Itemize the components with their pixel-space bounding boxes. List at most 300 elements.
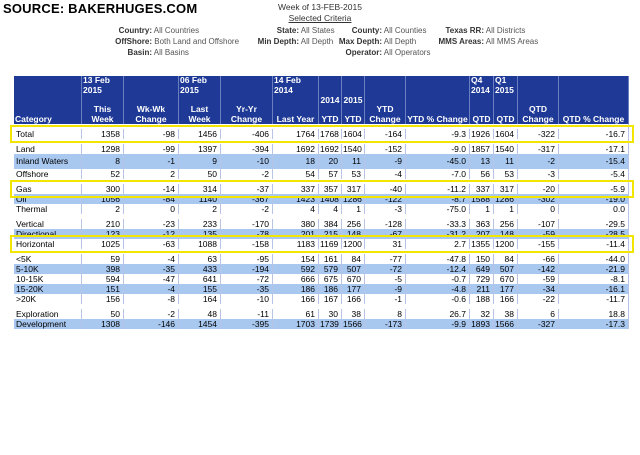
cell-ytd-change: -164 — [365, 129, 406, 139]
header-qtd-q4[interactable]: QTD — [470, 105, 494, 124]
cell-qtd-q1: 507 — [494, 264, 518, 274]
cell-this-week: 59 — [82, 254, 124, 264]
cell-qtd-change: -34 — [518, 284, 559, 294]
cell-qtd-change: -107 — [518, 219, 559, 229]
header-blank — [559, 76, 629, 95]
cell-ytd-change: -152 — [365, 144, 406, 154]
cell-qtd-q4: 211 — [470, 284, 494, 294]
cell-qtd-pct-change: -17.1 — [559, 144, 629, 154]
cell-yr-yr-change: -406 — [221, 129, 273, 139]
cell-qtd-q1: 148 — [494, 229, 518, 239]
cell-last-week: 50 — [179, 169, 221, 179]
cell-ytd-2014: 357 — [319, 184, 342, 194]
cell-this-week: 1298 — [82, 144, 124, 154]
cell-qtd-pct-change: -17.3 — [559, 319, 629, 329]
cell-ytd-2015: 84 — [342, 254, 365, 264]
cell-qtd-pct-change: 0.0 — [559, 204, 629, 214]
cell-last-year: 1423 — [273, 194, 319, 204]
cell-wk-wk-change: -98 — [124, 129, 179, 139]
cell-qtd-q4: 188 — [470, 294, 494, 304]
cell-qtd-change: -66 — [518, 254, 559, 264]
row-category: Inland Waters — [14, 154, 82, 169]
mindepth-label: Min Depth: — [257, 37, 299, 46]
row-category: Horizontal — [14, 239, 82, 249]
cell-wk-wk-change: -4 — [124, 284, 179, 294]
cell-qtd-q4: 729 — [470, 274, 494, 284]
cell-last-week: 63 — [179, 254, 221, 264]
cell-ytd-2015: 1566 — [342, 319, 365, 329]
header-blank — [221, 76, 273, 95]
row-category: Offshore — [14, 169, 82, 179]
header-blank — [365, 76, 406, 95]
cell-ytd-pct-change: -75.0 — [406, 204, 470, 214]
cell-ytd-2014: 675 — [319, 274, 342, 284]
table-row — [14, 264, 629, 274]
header-blank — [470, 95, 494, 105]
cell-qtd-pct-change: -15.4 — [559, 154, 629, 169]
cell-last-year: 4 — [273, 204, 319, 214]
row-category: Total — [14, 129, 82, 139]
row-category: 15-20K — [14, 284, 82, 294]
operator-value: All Operators — [383, 48, 431, 57]
cell-this-week: 300 — [82, 184, 124, 194]
cell-qtd-change: -2 — [518, 154, 559, 169]
cell-yr-yr-change: -95 — [221, 254, 273, 264]
cell-this-week: 1308 — [82, 319, 124, 329]
source-label: SOURCE: BAKERHUGES.COM — [3, 1, 198, 16]
cell-ytd-2015: 1200 — [342, 239, 365, 249]
cell-ytd-change: -77 — [365, 254, 406, 264]
cell-ytd-pct-change: -11.2 — [406, 184, 470, 194]
cell-qtd-change: -59 — [518, 274, 559, 284]
cell-this-week: 50 — [82, 309, 124, 319]
cell-ytd-change: -128 — [365, 219, 406, 229]
highlight-box-gas — [10, 180, 634, 198]
row-category: Thermal — [14, 204, 82, 214]
cell-qtd-q1: 1200 — [494, 239, 518, 249]
cell-ytd-2015: 11 — [342, 154, 365, 169]
maxdepth-value: All Depth — [383, 37, 417, 46]
cell-last-year: 666 — [273, 274, 319, 284]
cell-qtd-change: -3 — [518, 169, 559, 179]
cell-last-week: 1397 — [179, 144, 221, 154]
cell-ytd-change: -67 — [365, 229, 406, 239]
basin-value: All Basins — [153, 48, 189, 57]
highlight-box-total — [10, 125, 634, 143]
cell-this-week: 594 — [82, 274, 124, 284]
cell-yr-yr-change: -78 — [221, 229, 273, 239]
header-blank — [494, 95, 518, 105]
highlight-box-horizontal — [10, 235, 634, 253]
cell-qtd-change: -322 — [518, 129, 559, 139]
table-row — [14, 294, 629, 304]
header-this-week[interactable]: This Week — [82, 105, 124, 124]
cell-ytd-change: 8 — [365, 309, 406, 319]
cell-ytd-pct-change: -0.6 — [406, 294, 470, 304]
cell-ytd-change: -40 — [365, 184, 406, 194]
operator-label: Operator: — [345, 48, 382, 57]
cell-ytd-change: -122 — [365, 194, 406, 204]
cell-last-year: 61 — [273, 309, 319, 319]
row-category: 10-15K — [14, 274, 82, 284]
cell-yr-yr-change: -10 — [221, 154, 273, 169]
cell-last-week: 641 — [179, 274, 221, 284]
cell-yr-yr-change: -2 — [221, 169, 273, 179]
cell-ytd-2014: 186 — [319, 284, 342, 294]
cell-last-week: 155 — [179, 284, 221, 294]
cell-last-year: 1183 — [273, 239, 319, 249]
mms-label: MMS Areas: — [438, 37, 484, 46]
header-ytd-pct-change[interactable]: YTD % Change — [406, 105, 470, 124]
offshore-label: OffShore: — [115, 37, 152, 46]
cell-ytd-2014: 4 — [319, 204, 342, 214]
country-value: All Countries — [153, 26, 200, 35]
cell-qtd-q4: 56 — [470, 169, 494, 179]
cell-qtd-pct-change: 18.8 — [559, 309, 629, 319]
cell-qtd-pct-change: -5.4 — [559, 169, 629, 179]
cell-ytd-2014: 167 — [319, 294, 342, 304]
cell-ytd-change: -1 — [365, 294, 406, 304]
basin-label: Basin: — [127, 48, 152, 57]
cell-ytd-2015: 507 — [342, 264, 365, 274]
cell-yr-yr-change: -10 — [221, 294, 273, 304]
cell-qtd-q1: 1540 — [494, 144, 518, 154]
cell-ytd-pct-change: -9.9 — [406, 319, 470, 329]
cell-wk-wk-change: -63 — [124, 239, 179, 249]
cell-yr-yr-change: -37 — [221, 184, 273, 194]
cell-ytd-2015: 1 — [342, 204, 365, 214]
cell-qtd-q4: 1926 — [470, 129, 494, 139]
cell-ytd-change: -4 — [365, 169, 406, 179]
cell-ytd-pct-change: -12.4 — [406, 264, 470, 274]
cell-wk-wk-change: -12 — [124, 229, 179, 239]
cell-ytd-2015: 1604 — [342, 129, 365, 139]
cell-last-week: 2 — [179, 204, 221, 214]
cell-qtd-pct-change: -8.1 — [559, 274, 629, 284]
cell-last-week: 433 — [179, 264, 221, 274]
cell-qtd-q4: 1355 — [470, 239, 494, 249]
cell-last-year: 154 — [273, 254, 319, 264]
cell-ytd-pct-change: -31.2 — [406, 229, 470, 239]
cell-wk-wk-change: -47 — [124, 274, 179, 284]
cell-qtd-q4: 150 — [470, 254, 494, 264]
row-category: Vertical — [14, 219, 82, 229]
row-category: Land — [14, 144, 82, 154]
cell-last-week: 9 — [179, 154, 221, 169]
row-category: Gas — [14, 184, 82, 194]
cell-qtd-change: 0 — [518, 204, 559, 214]
cell-ytd-pct-change: -9.0 — [406, 144, 470, 154]
cell-last-week: 233 — [179, 219, 221, 229]
maxdepth-label: Max Depth: — [338, 37, 382, 46]
cell-ytd-2014: 20 — [319, 154, 342, 169]
header-blank — [559, 95, 629, 105]
header-qtd-q1[interactable]: QTD — [494, 105, 518, 124]
cell-yr-yr-change: -394 — [221, 144, 273, 154]
row-category: 5-10K — [14, 264, 82, 274]
cell-qtd-q1: 166 — [494, 294, 518, 304]
cell-ytd-2015: 670 — [342, 274, 365, 284]
cell-last-week: 164 — [179, 294, 221, 304]
cell-ytd-2015: 317 — [342, 184, 365, 194]
cell-last-year: 1703 — [273, 319, 319, 329]
cell-wk-wk-change: -35 — [124, 264, 179, 274]
cell-qtd-q4: 1 — [470, 204, 494, 214]
cell-ytd-change: -3 — [365, 204, 406, 214]
cell-wk-wk-change: -8 — [124, 294, 179, 304]
cell-qtd-q4: 1893 — [470, 319, 494, 329]
table-row — [14, 284, 629, 294]
cell-qtd-change: -142 — [518, 264, 559, 274]
cell-last-year: 54 — [273, 169, 319, 179]
cell-wk-wk-change: 2 — [124, 169, 179, 179]
cell-yr-yr-change: -72 — [221, 274, 273, 284]
cell-ytd-pct-change: -9.3 — [406, 129, 470, 139]
cell-this-week: 210 — [82, 219, 124, 229]
row-category: Development — [14, 319, 82, 329]
cell-qtd-pct-change: -16.1 — [559, 284, 629, 294]
cell-wk-wk-change: -4 — [124, 254, 179, 264]
cell-qtd-q4: 363 — [470, 219, 494, 229]
cell-ytd-pct-change: -45.0 — [406, 154, 470, 169]
cell-qtd-pct-change: -21.9 — [559, 264, 629, 274]
cell-last-year: 592 — [273, 264, 319, 274]
cell-qtd-change: -20 — [518, 184, 559, 194]
cell-ytd-2014: 1768 — [319, 129, 342, 139]
cell-ytd-2014: 1169 — [319, 239, 342, 249]
table-row — [14, 204, 629, 214]
cell-last-week: 1454 — [179, 319, 221, 329]
cell-qtd-change: -317 — [518, 144, 559, 154]
county-label: County: — [351, 26, 382, 35]
cell-qtd-pct-change: -28.5 — [559, 229, 629, 239]
cell-last-week: 1088 — [179, 239, 221, 249]
header-ytd-2015-col[interactable]: YTD — [342, 105, 365, 124]
cell-yr-yr-change: -170 — [221, 219, 273, 229]
header-q4: Q4 2014 — [470, 76, 494, 95]
table-row — [14, 274, 629, 284]
cell-ytd-2014: 30 — [319, 309, 342, 319]
cell-ytd-pct-change: -47.8 — [406, 254, 470, 264]
table-row — [14, 169, 629, 179]
cell-this-week: 1056 — [82, 194, 124, 204]
header-ytd-2014-col[interactable]: YTD — [319, 105, 342, 124]
cell-qtd-q4: 13 — [470, 154, 494, 169]
cell-this-week: 1025 — [82, 239, 124, 249]
state-value: All States — [300, 26, 335, 35]
cell-qtd-pct-change: -16.7 — [559, 129, 629, 139]
cell-ytd-change: -173 — [365, 319, 406, 329]
cell-qtd-q1: 1604 — [494, 129, 518, 139]
cell-qtd-pct-change: -44.0 — [559, 254, 629, 264]
cell-wk-wk-change: -23 — [124, 219, 179, 229]
cell-qtd-pct-change: -11.7 — [559, 294, 629, 304]
cell-ytd-pct-change: -33.3 — [406, 219, 470, 229]
cell-yr-yr-change: -194 — [221, 264, 273, 274]
table-row — [14, 144, 629, 154]
cell-this-week: 52 — [82, 169, 124, 179]
header-ytd-2015: 2015 — [342, 95, 365, 105]
row-category: Exploration — [14, 309, 82, 319]
table-row — [14, 309, 629, 319]
cell-ytd-pct-change: 26.7 — [406, 309, 470, 319]
header-yr-yr-change[interactable]: Yr-Yr Change — [221, 105, 273, 124]
cell-last-week: 48 — [179, 309, 221, 319]
cell-last-year: 337 — [273, 184, 319, 194]
state-label: State: — [276, 26, 299, 35]
header-blank — [406, 95, 470, 105]
cell-ytd-2015: 1540 — [342, 144, 365, 154]
cell-qtd-change: -59 — [518, 229, 559, 239]
cell-qtd-q1: 317 — [494, 184, 518, 194]
header-qtd-pct-change[interactable]: QTD % Change — [559, 105, 629, 124]
cell-ytd-2014: 579 — [319, 264, 342, 274]
cell-yr-yr-change: -35 — [221, 284, 273, 294]
cell-ytd-2014: 1408 — [319, 194, 342, 204]
header-last-year[interactable]: Last Year — [273, 105, 319, 124]
mindepth-value: All Depth — [300, 37, 334, 46]
header-blank — [319, 76, 342, 95]
cell-this-week: 2 — [82, 204, 124, 214]
cell-ytd-change: -9 — [365, 284, 406, 294]
cell-qtd-change: 6 — [518, 309, 559, 319]
cell-qtd-pct-change: -29.5 — [559, 219, 629, 229]
table-row — [14, 254, 629, 264]
cell-last-year: 201 — [273, 229, 319, 239]
cell-yr-yr-change: -11 — [221, 309, 273, 319]
cell-last-year: 166 — [273, 294, 319, 304]
cell-ytd-2014: 1692 — [319, 144, 342, 154]
row-category: Directional — [14, 229, 82, 239]
cell-last-year: 1692 — [273, 144, 319, 154]
cell-last-week: 314 — [179, 184, 221, 194]
rig-count-table — [14, 76, 629, 329]
cell-yr-yr-change: -395 — [221, 319, 273, 329]
cell-qtd-pct-change: -19.0 — [559, 194, 629, 204]
cell-qtd-q1: 38 — [494, 309, 518, 319]
cell-last-year: 18 — [273, 154, 319, 169]
header-blank — [406, 76, 470, 95]
cell-ytd-pct-change: -4.8 — [406, 284, 470, 294]
cell-wk-wk-change: -1 — [124, 154, 179, 169]
cell-qtd-pct-change: -11.4 — [559, 239, 629, 249]
cell-qtd-q1: 670 — [494, 274, 518, 284]
header-blank — [273, 95, 319, 105]
cell-ytd-pct-change: 2.7 — [406, 239, 470, 249]
cell-this-week: 398 — [82, 264, 124, 274]
cell-qtd-q4: 32 — [470, 309, 494, 319]
cell-last-week: 1140 — [179, 194, 221, 204]
header-category[interactable]: Category — [14, 105, 82, 124]
mms-value: All MMS Areas — [485, 37, 539, 46]
county-value: All Counties — [383, 26, 427, 35]
cell-ytd-2015: 148 — [342, 229, 365, 239]
header-this-week-date: 13 Feb 2015 — [82, 76, 124, 95]
cell-ytd-2015: 38 — [342, 309, 365, 319]
header-blank — [518, 76, 559, 95]
country-label: Country: — [118, 26, 152, 35]
header-blank — [14, 76, 82, 95]
cell-ytd-2015: 256 — [342, 219, 365, 229]
cell-wk-wk-change: -14 — [124, 184, 179, 194]
cell-qtd-pct-change: -5.9 — [559, 184, 629, 194]
header-blank — [124, 76, 179, 95]
cell-ytd-change: -5 — [365, 274, 406, 284]
cell-ytd-2014: 57 — [319, 169, 342, 179]
cell-qtd-q4: 337 — [470, 184, 494, 194]
cell-qtd-change: -302 — [518, 194, 559, 204]
header-qtd-change[interactable]: QTD Change — [518, 105, 559, 124]
header-last-week[interactable]: Last Week — [179, 105, 221, 124]
header-ytd-change[interactable]: YTD Change — [365, 105, 406, 124]
table-row — [14, 154, 629, 169]
cell-qtd-q1: 1 — [494, 204, 518, 214]
cell-qtd-change: -327 — [518, 319, 559, 329]
row-category: <5K — [14, 254, 82, 264]
cell-yr-yr-change: -367 — [221, 194, 273, 204]
header-blank — [342, 76, 365, 95]
row-category: Oil — [14, 194, 82, 204]
cell-qtd-q1: 84 — [494, 254, 518, 264]
cell-ytd-2014: 1739 — [319, 319, 342, 329]
cell-qtd-q1: 1566 — [494, 319, 518, 329]
header-wk-wk-change[interactable]: Wk-Wk Change — [124, 105, 179, 124]
table-row — [14, 219, 629, 229]
cell-ytd-change: -9 — [365, 154, 406, 169]
cell-qtd-q1: 11 — [494, 154, 518, 169]
texasrr-value: All Districts — [485, 26, 526, 35]
cell-last-year: 380 — [273, 219, 319, 229]
cell-wk-wk-change: -2 — [124, 309, 179, 319]
cell-qtd-q4: 649 — [470, 264, 494, 274]
cell-last-week: 135 — [179, 229, 221, 239]
table-body — [14, 124, 629, 329]
header-q1: Q1 2015 — [494, 76, 518, 95]
header-ytd-2014: 2014 — [319, 95, 342, 105]
cell-yr-yr-change: -2 — [221, 204, 273, 214]
cell-ytd-2014: 384 — [319, 219, 342, 229]
cell-ytd-2014: 215 — [319, 229, 342, 239]
cell-ytd-2014: 161 — [319, 254, 342, 264]
cell-qtd-q1: 53 — [494, 169, 518, 179]
cell-wk-wk-change: -146 — [124, 319, 179, 329]
cell-ytd-2015: 166 — [342, 294, 365, 304]
cell-last-year: 1764 — [273, 129, 319, 139]
cell-qtd-change: -155 — [518, 239, 559, 249]
cell-ytd-2015: 53 — [342, 169, 365, 179]
cell-qtd-q4: 1857 — [470, 144, 494, 154]
cell-this-week: 8 — [82, 154, 124, 169]
cell-this-week: 151 — [82, 284, 124, 294]
header-blank — [14, 95, 82, 105]
cell-wk-wk-change: -84 — [124, 194, 179, 204]
offshore-value: Both Land and Offshore — [154, 37, 240, 46]
selected-criteria-link[interactable]: Selected Criteria — [288, 13, 352, 23]
cell-qtd-change: -22 — [518, 294, 559, 304]
cell-qtd-q1: 177 — [494, 284, 518, 294]
cell-ytd-change: 31 — [365, 239, 406, 249]
cell-last-week: 1456 — [179, 129, 221, 139]
cell-ytd-2015: 1286 — [342, 194, 365, 204]
cell-ytd-2015: 177 — [342, 284, 365, 294]
week-title: Week of 13-FEB-2015 — [278, 2, 362, 12]
header-last-week-date: 06 Feb 2015 — [179, 76, 221, 95]
cell-qtd-q1: 256 — [494, 219, 518, 229]
cell-ytd-pct-change: -8.7 — [406, 194, 470, 204]
cell-last-year: 186 — [273, 284, 319, 294]
header-last-year-date: 14 Feb 2014 — [273, 76, 319, 95]
row-category: >20K — [14, 294, 82, 304]
